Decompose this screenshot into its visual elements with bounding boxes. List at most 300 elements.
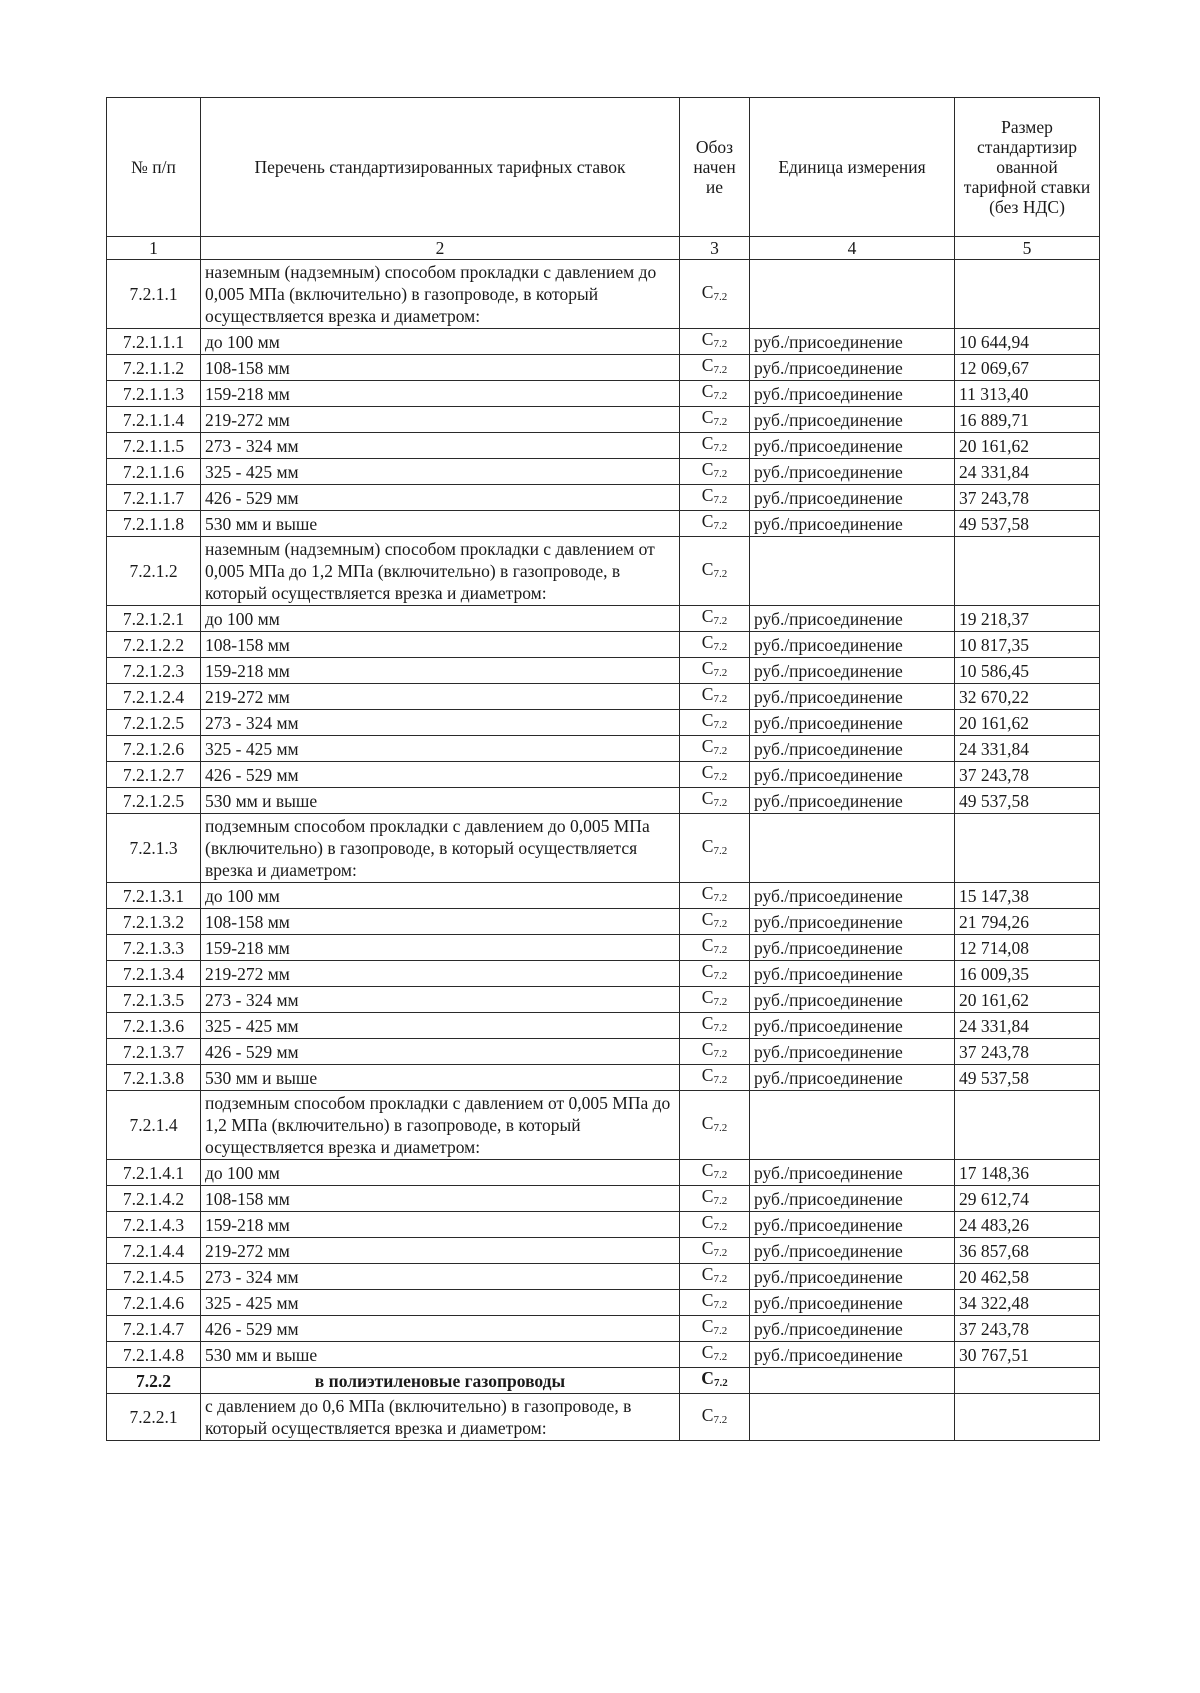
row-description: 108-158 мм: [201, 632, 680, 658]
row-description: наземным (надземным) способом прокладки с давлением от 0,005 МПа до 1,2 МПа (включительно) в газопроводе, в который осуществляется врезка и диаметром:: [201, 537, 680, 606]
row-number: 7.2.1.2.5: [107, 710, 201, 736]
designation-letter: С: [701, 658, 714, 678]
row-designation: [680, 909, 750, 935]
row-rate-value: 10 817,35: [955, 632, 1100, 658]
row-designation: [680, 407, 750, 433]
row-number: 7.2.1.3.8: [107, 1065, 201, 1091]
row-description: 159-218 мм: [201, 1212, 680, 1238]
row-rate-value: 24 331,84: [955, 1013, 1100, 1039]
designation-index: 7.2: [713, 844, 728, 857]
row-description: подземным способом прокладки с давлением от 0,005 МПа до 1,2 МПа (включительно) в газопроводе, в который осуществляется врезка и диаметром:: [201, 1091, 680, 1160]
row-designation: [680, 1264, 750, 1290]
designation-index: 7.2: [713, 1273, 728, 1285]
row-rate-value: 49 537,58: [955, 1065, 1100, 1091]
row-description: 159-218 мм: [201, 381, 680, 407]
row-designation: [680, 1212, 750, 1238]
row-description: до 100 мм: [201, 329, 680, 355]
designation-index: 7.2: [713, 290, 728, 303]
table-row: [107, 381, 1100, 407]
designation-index: 7.2: [713, 442, 728, 454]
row-rate-value: 34 322,48: [955, 1290, 1100, 1316]
table-row: [107, 658, 1100, 684]
row-rate-value: 20 161,62: [955, 987, 1100, 1013]
designation-letter: С: [701, 1316, 714, 1336]
designation-index: 7.2: [713, 468, 728, 480]
table-row: [107, 1091, 1100, 1160]
row-designation: [680, 381, 750, 407]
header-number: № п/п: [107, 98, 201, 237]
designation-letter: С: [701, 1368, 714, 1388]
row-number: 7.2.1.3.6: [107, 1013, 201, 1039]
designation-index: 7.2: [713, 996, 728, 1008]
row-number: 7.2.1.4.8: [107, 1342, 201, 1368]
row-designation: [680, 762, 750, 788]
header-list: Перечень стандартизированных тарифных ставок: [201, 98, 680, 237]
row-rate-value: 24 331,84: [955, 459, 1100, 485]
designation-index: 7.2: [713, 390, 728, 402]
row-unit: руб./присоединение: [750, 407, 955, 433]
row-number: 7.2.1.2.4: [107, 684, 201, 710]
table-row: [107, 632, 1100, 658]
designation-index: 7.2: [713, 745, 728, 757]
row-unit: [750, 260, 955, 329]
row-designation: [680, 883, 750, 909]
designation-index: 7.2: [713, 520, 728, 532]
table-row: [107, 684, 1100, 710]
row-description: 530 мм и выше: [201, 511, 680, 537]
table-row: [107, 485, 1100, 511]
designation-letter: С: [701, 606, 714, 626]
row-rate-value: 10 644,94: [955, 329, 1100, 355]
row-unit: руб./присоединение: [750, 355, 955, 381]
designation-letter: С: [701, 355, 714, 375]
row-rate-value: 16 889,71: [955, 407, 1100, 433]
row-unit: руб./присоединение: [750, 632, 955, 658]
designation-letter: С: [701, 909, 714, 929]
row-description: до 100 мм: [201, 883, 680, 909]
row-designation: [680, 1342, 750, 1368]
row-number: 7.2.1.2.7: [107, 762, 201, 788]
designation-index: 7.2: [713, 1121, 728, 1134]
row-unit: руб./присоединение: [750, 511, 955, 537]
row-unit: [750, 814, 955, 883]
row-rate-value: 37 243,78: [955, 1316, 1100, 1342]
row-number: 7.2.1.1.2: [107, 355, 201, 381]
row-designation: [680, 1160, 750, 1186]
row-number: 7.2.1.1.4: [107, 407, 201, 433]
designation-index: 7.2: [713, 892, 728, 904]
row-number: 7.2.1.1.3: [107, 381, 201, 407]
row-description: 530 мм и выше: [201, 1342, 680, 1368]
row-designation: [680, 511, 750, 537]
designation-letter: С: [701, 1065, 714, 1085]
column-number: 2: [201, 237, 680, 260]
designation-letter: С: [701, 987, 714, 1007]
row-number: 7.2.1.2: [107, 537, 201, 606]
designation-index: 7.2: [713, 693, 728, 705]
row-number: 7.2.1.2.1: [107, 606, 201, 632]
tariff-table: [106, 97, 1100, 1441]
row-unit: руб./присоединение: [750, 485, 955, 511]
row-designation: [680, 329, 750, 355]
row-designation: [680, 355, 750, 381]
designation-letter: С: [701, 433, 714, 453]
row-rate-value: 19 218,37: [955, 606, 1100, 632]
designation-letter: С: [701, 558, 714, 579]
row-designation: [680, 632, 750, 658]
column-number-row: [107, 237, 1100, 260]
designation-letter: С: [701, 459, 714, 479]
designation-letter: С: [701, 684, 714, 704]
designation-letter: С: [701, 511, 714, 531]
row-designation: [680, 1013, 750, 1039]
row-description: наземным (надземным) способом прокладки с давлением до 0,005 МПа (включительно) в газопроводе, в который осуществляется врезка и диаметром:: [201, 260, 680, 329]
row-number: 7.2.1.2.2: [107, 632, 201, 658]
row-unit: руб./присоединение: [750, 909, 955, 935]
table-row: [107, 1186, 1100, 1212]
row-unit: руб./присоединение: [750, 961, 955, 987]
row-description: подземным способом прокладки с давлением до 0,005 МПа (включительно) в газопроводе, в который осуществляется врезка и диаметром:: [201, 814, 680, 883]
row-description: 426 - 529 мм: [201, 1039, 680, 1065]
row-rate-value: [955, 814, 1100, 883]
row-unit: руб./присоединение: [750, 710, 955, 736]
row-designation: [680, 485, 750, 511]
table-header-row: [107, 98, 1100, 237]
row-designation: [680, 1186, 750, 1212]
row-rate-value: 32 670,22: [955, 684, 1100, 710]
table-row: [107, 1013, 1100, 1039]
row-rate-value: 17 148,36: [955, 1160, 1100, 1186]
row-designation: [680, 710, 750, 736]
row-number: 7.2.1.3: [107, 814, 201, 883]
row-rate-value: 37 243,78: [955, 1039, 1100, 1065]
row-description: 108-158 мм: [201, 355, 680, 381]
row-designation: [680, 814, 750, 883]
row-designation: [680, 1065, 750, 1091]
row-number: 7.2.1.4.4: [107, 1238, 201, 1264]
table-row: [107, 260, 1100, 329]
designation-index: 7.2: [713, 1377, 728, 1389]
designation-letter: С: [701, 736, 714, 756]
row-unit: руб./присоединение: [750, 1160, 955, 1186]
row-designation: [680, 684, 750, 710]
row-description: 426 - 529 мм: [201, 762, 680, 788]
table-row: [107, 1368, 1100, 1394]
row-unit: руб./присоединение: [750, 1212, 955, 1238]
row-rate-value: 20 161,62: [955, 710, 1100, 736]
row-unit: руб./присоединение: [750, 788, 955, 814]
row-description: 219-272 мм: [201, 684, 680, 710]
row-description: 219-272 мм: [201, 407, 680, 433]
row-unit: [750, 1394, 955, 1441]
row-number: 7.2.1.3.2: [107, 909, 201, 935]
designation-index: 7.2: [713, 567, 728, 580]
designation-index: 7.2: [713, 1351, 728, 1363]
row-rate-value: 11 313,40: [955, 381, 1100, 407]
row-unit: руб./присоединение: [750, 684, 955, 710]
row-description: 273 - 324 мм: [201, 1264, 680, 1290]
row-designation: [680, 736, 750, 762]
row-description: 219-272 мм: [201, 961, 680, 987]
row-designation: [680, 1368, 750, 1394]
designation-letter: С: [701, 1342, 714, 1362]
row-unit: [750, 1091, 955, 1160]
designation-letter: С: [701, 1212, 714, 1232]
row-number: 7.2.1.2.6: [107, 736, 201, 762]
row-unit: руб./присоединение: [750, 329, 955, 355]
designation-letter: С: [701, 1013, 714, 1033]
row-rate-value: 29 612,74: [955, 1186, 1100, 1212]
row-number: 7.2.1.4: [107, 1091, 201, 1160]
designation-index: 7.2: [713, 1022, 728, 1034]
table-row: [107, 814, 1100, 883]
row-designation: [680, 459, 750, 485]
designation-index: 7.2: [713, 944, 728, 956]
row-description: 325 - 425 мм: [201, 736, 680, 762]
designation-index: 7.2: [713, 1074, 728, 1086]
row-rate-value: 24 331,84: [955, 736, 1100, 762]
row-rate-value: 37 243,78: [955, 762, 1100, 788]
row-description: 273 - 324 мм: [201, 987, 680, 1013]
table-row: [107, 987, 1100, 1013]
row-unit: руб./присоединение: [750, 762, 955, 788]
row-unit: руб./присоединение: [750, 1238, 955, 1264]
table-row: [107, 788, 1100, 814]
row-unit: руб./присоединение: [750, 606, 955, 632]
designation-letter: С: [701, 835, 714, 856]
row-designation: [680, 1091, 750, 1160]
row-designation: [680, 1394, 750, 1441]
table-row: [107, 961, 1100, 987]
row-unit: руб./присоединение: [750, 433, 955, 459]
row-designation: [680, 537, 750, 606]
designation-letter: С: [701, 1186, 714, 1206]
column-number: 1: [107, 237, 201, 260]
table-row: [107, 1212, 1100, 1238]
designation-letter: С: [701, 1290, 714, 1310]
designation-letter: С: [701, 762, 714, 782]
row-designation: [680, 788, 750, 814]
row-rate-value: 12 069,67: [955, 355, 1100, 381]
row-unit: руб./присоединение: [750, 1316, 955, 1342]
row-unit: руб./присоединение: [750, 736, 955, 762]
designation-letter: С: [701, 381, 714, 401]
row-number: 7.2.1.2.5: [107, 788, 201, 814]
designation-letter: С: [701, 1112, 714, 1133]
row-designation: [680, 1238, 750, 1264]
row-unit: руб./присоединение: [750, 1065, 955, 1091]
row-number: 7.2.1.3.5: [107, 987, 201, 1013]
row-rate-value: [955, 1091, 1100, 1160]
column-number: 5: [955, 237, 1100, 260]
designation-letter: С: [701, 485, 714, 505]
table-row: [107, 1160, 1100, 1186]
designation-index: 7.2: [713, 970, 728, 982]
row-description: 325 - 425 мм: [201, 1290, 680, 1316]
row-number: 7.2.1.4.7: [107, 1316, 201, 1342]
designation-letter: С: [701, 1264, 714, 1284]
table-row: [107, 710, 1100, 736]
designation-index: 7.2: [713, 1299, 728, 1311]
row-number: 7.2.2: [107, 1368, 201, 1394]
row-number: 7.2.1.3.7: [107, 1039, 201, 1065]
row-number: 7.2.1.4.1: [107, 1160, 201, 1186]
designation-index: 7.2: [713, 1169, 728, 1181]
row-number: 7.2.1.3.4: [107, 961, 201, 987]
row-rate-value: 49 537,58: [955, 788, 1100, 814]
table-row: [107, 537, 1100, 606]
row-designation: [680, 606, 750, 632]
row-unit: руб./присоединение: [750, 987, 955, 1013]
row-rate-value: [955, 1394, 1100, 1441]
table-row: [107, 1039, 1100, 1065]
table-row: [107, 736, 1100, 762]
column-number: 3: [680, 237, 750, 260]
table-row: [107, 407, 1100, 433]
row-number: 7.2.1.1.6: [107, 459, 201, 485]
designation-index: 7.2: [713, 1195, 728, 1207]
row-rate-value: 21 794,26: [955, 909, 1100, 935]
row-description: 530 мм и выше: [201, 788, 680, 814]
designation-index: 7.2: [713, 1221, 728, 1233]
row-rate-value: 30 767,51: [955, 1342, 1100, 1368]
row-rate-value: [955, 1368, 1100, 1394]
row-description: 159-218 мм: [201, 935, 680, 961]
row-description: в полиэтиленовые газопроводы: [201, 1368, 680, 1394]
row-number: 7.2.1.2.3: [107, 658, 201, 684]
row-designation: [680, 1039, 750, 1065]
row-unit: руб./присоединение: [750, 935, 955, 961]
row-description: до 100 мм: [201, 606, 680, 632]
row-number: 7.2.1.4.2: [107, 1186, 201, 1212]
header-unit: Единица измерения: [750, 98, 955, 237]
table-row: [107, 329, 1100, 355]
designation-letter: С: [701, 961, 714, 981]
table-row: [107, 606, 1100, 632]
row-description: 219-272 мм: [201, 1238, 680, 1264]
row-unit: руб./присоединение: [750, 381, 955, 407]
row-number: 7.2.1.1: [107, 260, 201, 329]
designation-index: 7.2: [713, 494, 728, 506]
row-unit: руб./присоединение: [750, 1342, 955, 1368]
table-row: [107, 459, 1100, 485]
row-description: с давлением до 0,6 МПа (включительно) в газопроводе, в который осуществляется врезка и диаметром:: [201, 1394, 680, 1441]
designation-index: 7.2: [713, 667, 728, 679]
row-rate-value: 20 462,58: [955, 1264, 1100, 1290]
designation-letter: С: [701, 788, 714, 808]
designation-letter: С: [701, 281, 714, 302]
row-description: 325 - 425 мм: [201, 459, 680, 485]
designation-letter: С: [701, 1404, 714, 1425]
row-rate-value: 10 586,45: [955, 658, 1100, 684]
designation-index: 7.2: [713, 1325, 728, 1337]
table-row: [107, 909, 1100, 935]
row-number: 7.2.1.3.3: [107, 935, 201, 961]
table-row: [107, 1316, 1100, 1342]
row-rate-value: 20 161,62: [955, 433, 1100, 459]
row-rate-value: 49 537,58: [955, 511, 1100, 537]
header-rate-size: Размер стандартизир ованной тарифной ставки (без НДС): [955, 98, 1100, 237]
row-unit: руб./присоединение: [750, 1013, 955, 1039]
row-unit: руб./присоединение: [750, 1186, 955, 1212]
row-designation: [680, 935, 750, 961]
row-unit: руб./присоединение: [750, 883, 955, 909]
row-unit: [750, 1368, 955, 1394]
row-rate-value: 12 714,08: [955, 935, 1100, 961]
table-row: [107, 1238, 1100, 1264]
row-description: 159-218 мм: [201, 658, 680, 684]
row-unit: руб./присоединение: [750, 1264, 955, 1290]
row-rate-value: 16 009,35: [955, 961, 1100, 987]
row-number: 7.2.2.1: [107, 1394, 201, 1441]
row-designation: [680, 987, 750, 1013]
table-row: [107, 883, 1100, 909]
row-unit: руб./присоединение: [750, 459, 955, 485]
row-number: 7.2.1.1.7: [107, 485, 201, 511]
designation-index: 7.2: [713, 1048, 728, 1060]
row-number: 7.2.1.1.1: [107, 329, 201, 355]
row-number: 7.2.1.3.1: [107, 883, 201, 909]
designation-letter: С: [701, 632, 714, 652]
row-rate-value: 37 243,78: [955, 485, 1100, 511]
designation-letter: С: [701, 329, 714, 349]
row-description: 426 - 529 мм: [201, 485, 680, 511]
row-rate-value: [955, 537, 1100, 606]
designation-index: 7.2: [713, 797, 728, 809]
row-number: 7.2.1.1.8: [107, 511, 201, 537]
designation-letter: С: [701, 883, 714, 903]
table-row: [107, 511, 1100, 537]
row-description: 325 - 425 мм: [201, 1013, 680, 1039]
row-number: 7.2.1.4.5: [107, 1264, 201, 1290]
table-row: [107, 1342, 1100, 1368]
row-rate-value: 24 483,26: [955, 1212, 1100, 1238]
designation-letter: С: [701, 1039, 714, 1059]
designation-index: 7.2: [713, 416, 728, 428]
designation-index: 7.2: [713, 615, 728, 627]
row-number: 7.2.1.4.3: [107, 1212, 201, 1238]
table-row: [107, 1065, 1100, 1091]
table-row: [107, 433, 1100, 459]
row-description: 273 - 324 мм: [201, 433, 680, 459]
row-rate-value: 36 857,68: [955, 1238, 1100, 1264]
header-designation: Обоз начен ие: [680, 98, 750, 237]
row-description: 426 - 529 мм: [201, 1316, 680, 1342]
row-unit: руб./присоединение: [750, 1039, 955, 1065]
designation-letter: С: [701, 1238, 714, 1258]
designation-index: 7.2: [713, 338, 728, 350]
row-designation: [680, 1316, 750, 1342]
table-row: [107, 762, 1100, 788]
designation-index: 7.2: [713, 771, 728, 783]
row-number: 7.2.1.1.5: [107, 433, 201, 459]
row-unit: [750, 537, 955, 606]
row-designation: [680, 1290, 750, 1316]
designation-index: 7.2: [713, 719, 728, 731]
row-unit: руб./присоединение: [750, 1290, 955, 1316]
row-number: 7.2.1.4.6: [107, 1290, 201, 1316]
designation-index: 7.2: [713, 1247, 728, 1259]
row-description: 108-158 мм: [201, 909, 680, 935]
table-body: [107, 260, 1100, 1441]
designation-index: 7.2: [713, 1413, 728, 1426]
designation-letter: С: [701, 407, 714, 427]
designation-index: 7.2: [713, 641, 728, 653]
row-rate-value: [955, 260, 1100, 329]
column-number: 4: [750, 237, 955, 260]
row-designation: [680, 961, 750, 987]
row-description: до 100 мм: [201, 1160, 680, 1186]
